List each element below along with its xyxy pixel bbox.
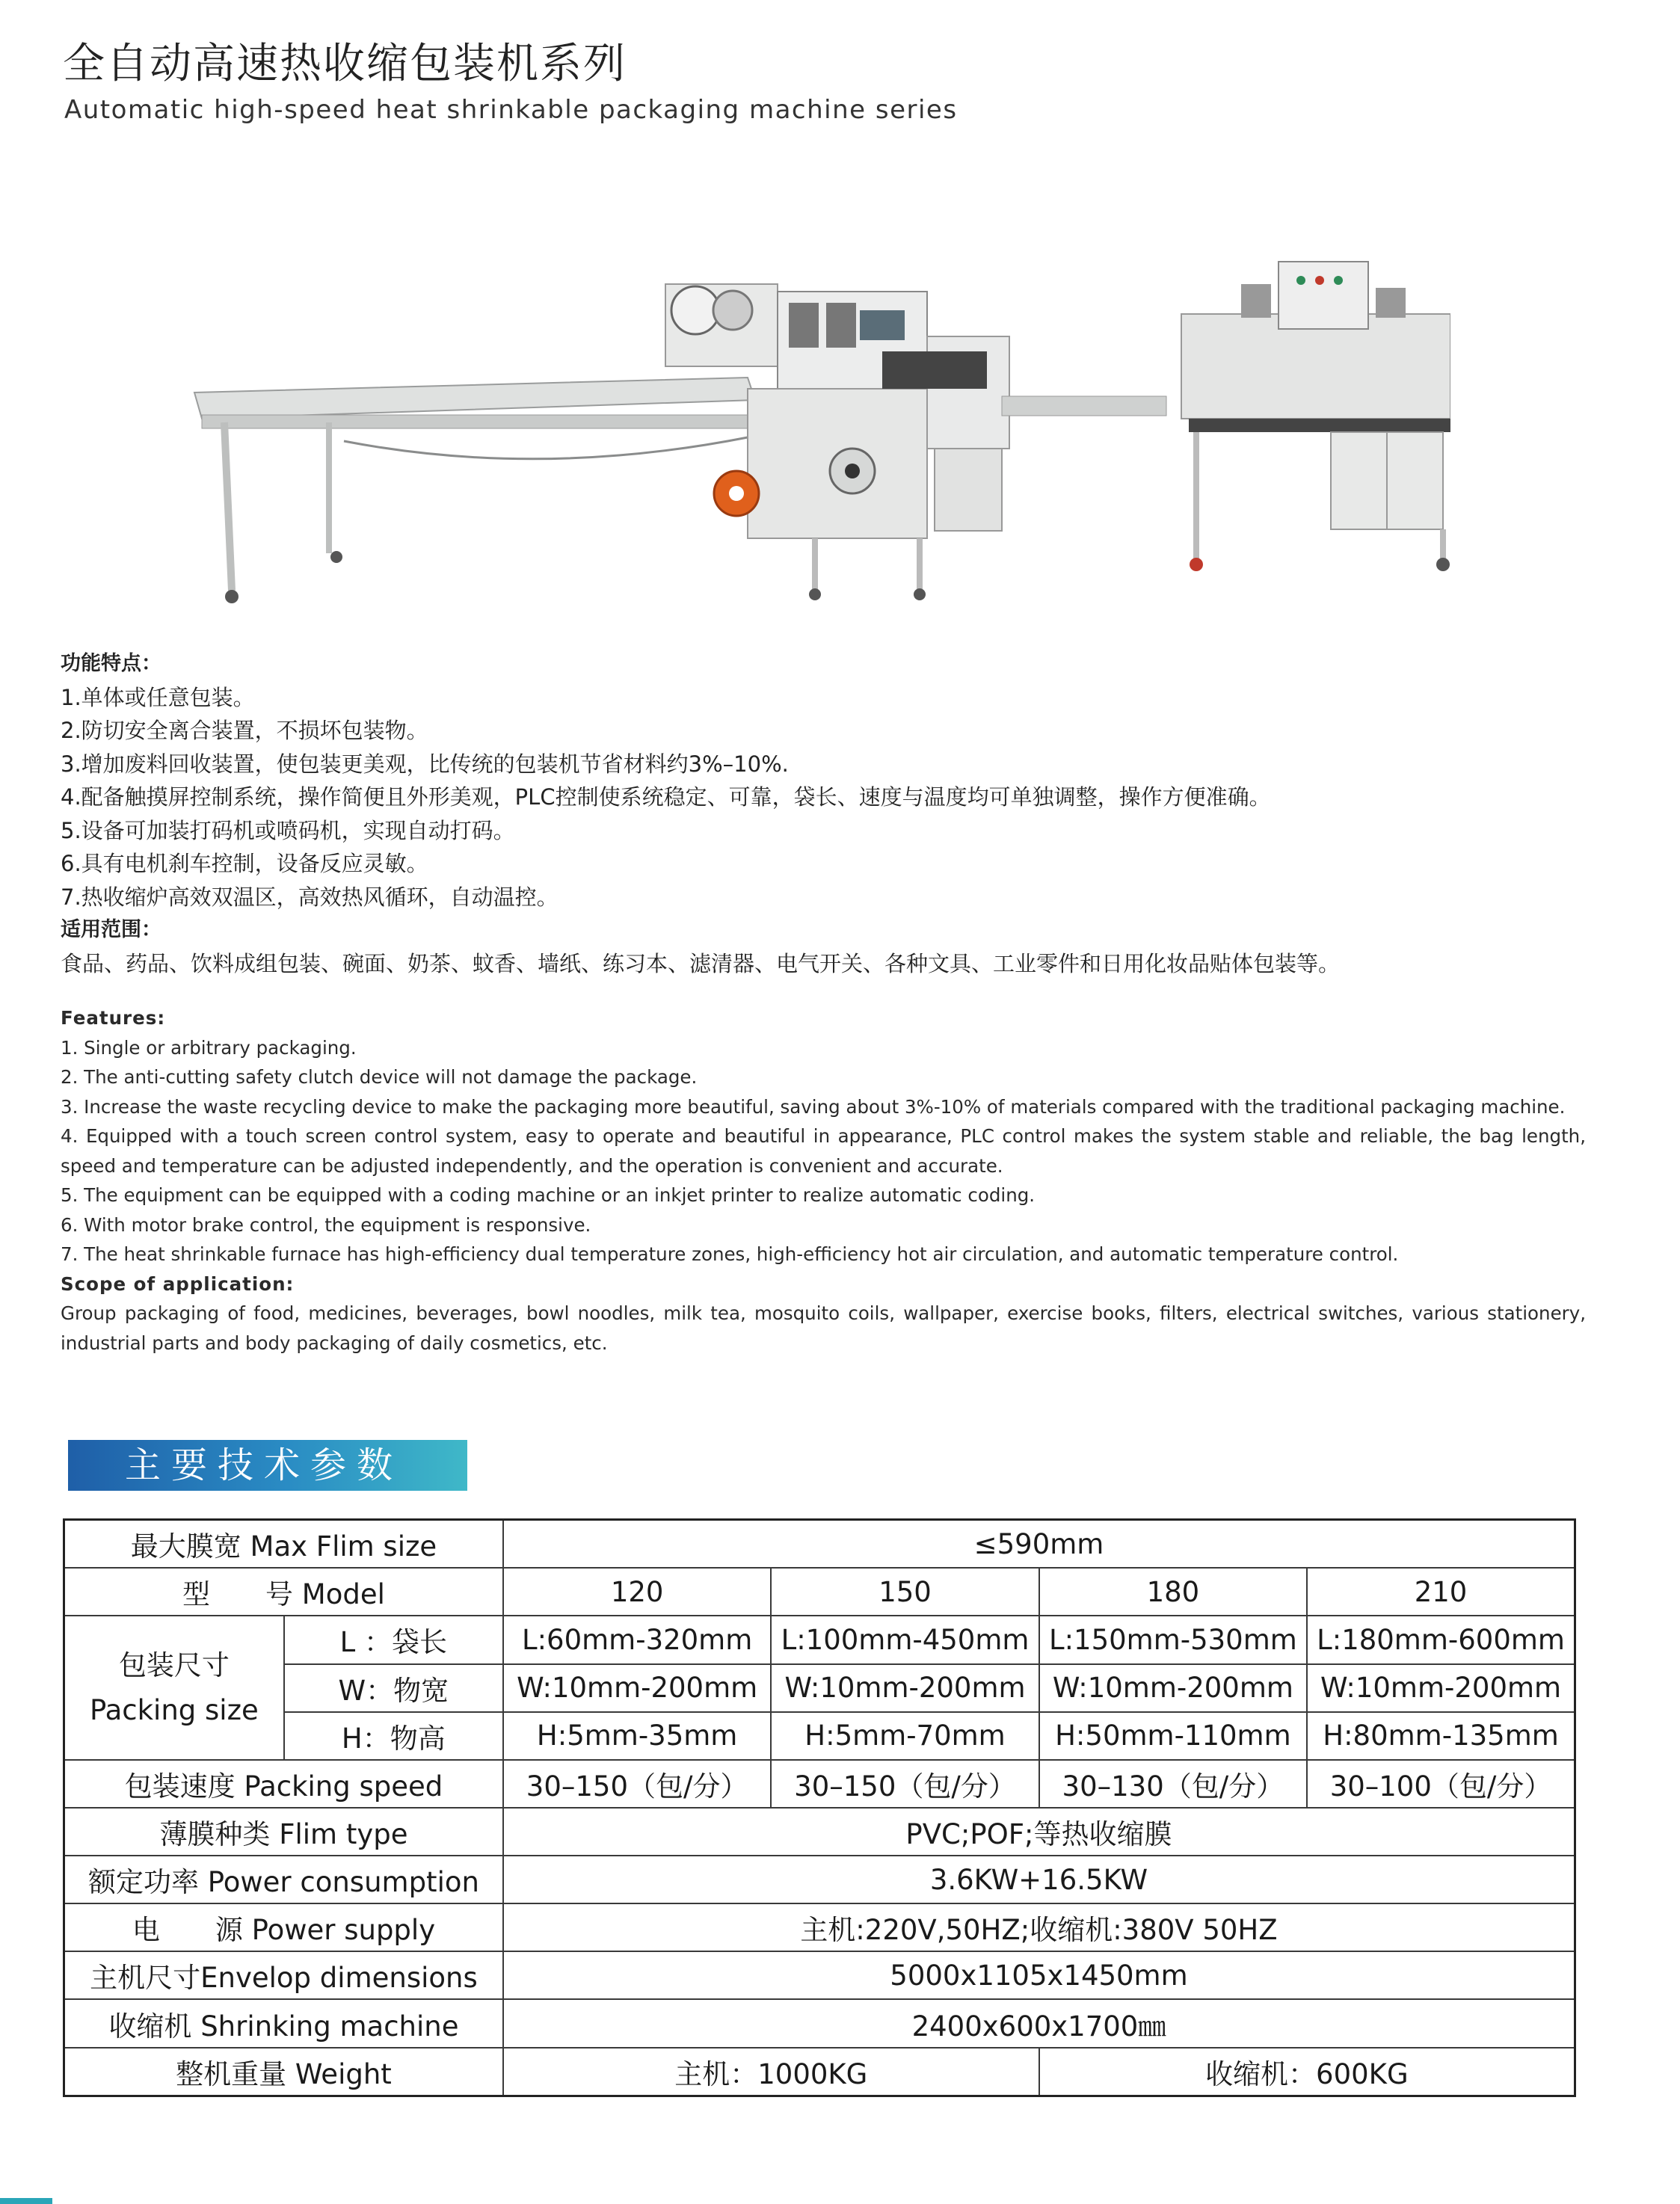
packing-size-label-en: Packing size bbox=[89, 1693, 259, 1726]
model-cell: 180 bbox=[1039, 1568, 1307, 1616]
feature-en-item: 2. The anti-cutting safety clutch device will not damage the package. bbox=[61, 1066, 698, 1088]
width-cell: W:10mm-200mm bbox=[1039, 1664, 1307, 1712]
table-row bbox=[64, 2048, 1575, 2096]
features-en-heading: Features: bbox=[61, 1007, 166, 1029]
model-label: 型 号 Model bbox=[64, 1568, 503, 1616]
dimensions-label: 主机尺寸Envelop dimensions bbox=[64, 1951, 503, 1999]
feature-en-item: 4. Equipped with a touch screen control system, easy to operate and beautiful in appearance, PLC control makes the system stable and reliable, the bag length, speed and temperature can be adjusted independently, and the operation is convenient and accurate. bbox=[61, 1125, 1586, 1177]
height-cell: H:5mm-70mm bbox=[771, 1712, 1039, 1760]
dimensions-value: 5000x1105x1450mm bbox=[503, 1951, 1575, 1999]
length-cell: L:180mm-600mm bbox=[1307, 1616, 1575, 1663]
power-value: 3.6KW+16.5KW bbox=[503, 1856, 1575, 1903]
features-cn-section bbox=[61, 647, 1586, 980]
power-label: 额定功率 Power consumption bbox=[64, 1856, 503, 1903]
height-cell: H:80mm-135mm bbox=[1307, 1712, 1575, 1760]
table-row bbox=[64, 1520, 1575, 1569]
spec-banner-title: 主要技术参数 bbox=[125, 1444, 404, 1486]
feature-cn-item: 6.具有电机刹车控制，设备反应灵敏。 bbox=[61, 851, 428, 876]
speed-label: 包装速度 Packing speed bbox=[64, 1760, 503, 1808]
table-row bbox=[64, 1999, 1575, 2047]
speed-cell: 30–150（包/分） bbox=[771, 1760, 1039, 1808]
model-cell: 120 bbox=[503, 1568, 771, 1616]
scope-en-heading: Scope of application: bbox=[61, 1272, 295, 1295]
length-cell: L:100mm-450mm bbox=[771, 1616, 1039, 1663]
height-label: H：物高 bbox=[284, 1712, 503, 1760]
feature-en-item: 1. Single or arbitrary packaging. bbox=[61, 1036, 357, 1059]
scope-cn-text: 食品、药品、饮料成组包装、碗面、奶茶、蚊香、墙纸、练习本、滤清器、电气开关、各种文具、工业零件和日用化妆品贴体包装等。 bbox=[61, 950, 1341, 976]
length-label: L ：袋长 bbox=[284, 1616, 503, 1663]
table-row bbox=[64, 1808, 1575, 1856]
page-title-en: Automatic high-speed heat shrinkable packaging machine series bbox=[64, 95, 958, 125]
weight-shrink: 收缩机：600KG bbox=[1039, 2048, 1575, 2096]
feature-cn-item: 2.防切安全离合装置，不损坏包装物。 bbox=[61, 718, 428, 743]
feature-cn-item: 4.配备触摸屏控制系统，操作简便且外形美观，PLC控制使系统稳定、可靠，袋长、速度与温度均可单独调整，操作方便准确。 bbox=[61, 784, 1271, 810]
spec-table bbox=[63, 1518, 1576, 2097]
supply-label: 电 源 Power supply bbox=[64, 1903, 503, 1951]
width-label: W：物宽 bbox=[284, 1664, 503, 1712]
table-row bbox=[64, 1568, 1575, 1616]
table-row bbox=[64, 1664, 1575, 1712]
table-row bbox=[64, 1856, 1575, 1903]
corner-accent bbox=[0, 2198, 52, 2204]
film-type-value: PVC;POF;等热收缩膜 bbox=[503, 1808, 1575, 1856]
packing-size-label-cn: 包装尺寸 bbox=[118, 1649, 230, 1681]
feature-en-item: 3. Increase the waste recycling device to make the packaging more beautiful, saving about 3%-10% of materials compared with the traditional packaging machine. bbox=[61, 1095, 1566, 1118]
table-row bbox=[64, 1760, 1575, 1808]
table-row bbox=[64, 1712, 1575, 1760]
weight-label: 整机重量 Weight bbox=[64, 2048, 503, 2096]
feature-cn-item: 5.设备可加装打码机或喷码机，实现自动打码。 bbox=[61, 817, 515, 843]
max-film-label: 最大膜宽 Max Flim size bbox=[64, 1520, 503, 1569]
film-type-label: 薄膜种类 Flim type bbox=[64, 1808, 503, 1856]
width-cell: W:10mm-200mm bbox=[503, 1664, 771, 1712]
packing-size-label bbox=[64, 1616, 284, 1759]
height-cell: H:50mm-110mm bbox=[1039, 1712, 1307, 1760]
features-en-section bbox=[61, 1003, 1586, 1358]
supply-value: 主机:220V,50HZ;收缩机:380V 50HZ bbox=[503, 1903, 1575, 1951]
shrink-value: 2400x600x1700㎜ bbox=[503, 1999, 1575, 2047]
max-film-value: ≤590mm bbox=[503, 1520, 1575, 1569]
model-cell: 210 bbox=[1307, 1568, 1575, 1616]
packaging-machine-illustration bbox=[179, 239, 1450, 613]
feature-en-item: 5. The equipment can be equipped with a coding machine or an inkjet printer to realize automatic coding. bbox=[61, 1184, 1036, 1206]
feature-cn-item: 3.增加废料回收装置，使包装更美观，比传统的包装机节省材料约3%–10%. bbox=[61, 751, 789, 777]
feature-cn-item: 1.单体或任意包装。 bbox=[61, 684, 255, 710]
feature-cn-item: 7.热收缩炉高效双温区，高效热风循环，自动温控。 bbox=[61, 884, 559, 910]
speed-cell: 30–100（包/分） bbox=[1307, 1760, 1575, 1808]
spec-banner bbox=[68, 1440, 467, 1491]
length-cell: L:150mm-530mm bbox=[1039, 1616, 1307, 1663]
features-cn-heading: 功能特点： bbox=[61, 652, 161, 675]
feature-en-item: 7. The heat shrinkable furnace has high-efficiency dual temperature zones, high-efficiency hot air circulation, and automatic temperature control. bbox=[61, 1243, 1399, 1265]
speed-cell: 30–130（包/分） bbox=[1039, 1760, 1307, 1808]
page-title-cn: 全自动高速热收缩包装机系列 bbox=[63, 40, 627, 88]
scope-en-text: Group packaging of food, medicines, beverages, bowl noodles, milk tea, mosquito coils, wallpaper, exercise books, filters, electrical switches, various stationery, industrial parts and body packaging of daily cosmetics, etc. bbox=[61, 1302, 1586, 1354]
speed-cell: 30–150（包/分） bbox=[503, 1760, 771, 1808]
model-cell: 150 bbox=[771, 1568, 1039, 1616]
length-cell: L:60mm-320mm bbox=[503, 1616, 771, 1663]
table-row bbox=[64, 1616, 1575, 1663]
scope-cn-heading: 适用范围： bbox=[61, 918, 161, 941]
weight-main: 主机：1000KG bbox=[503, 2048, 1039, 2096]
feature-en-item: 6. With motor brake control, the equipment is responsive. bbox=[61, 1213, 591, 1236]
shrink-label: 收缩机 Shrinking machine bbox=[64, 1999, 503, 2047]
width-cell: W:10mm-200mm bbox=[1307, 1664, 1575, 1712]
width-cell: W:10mm-200mm bbox=[771, 1664, 1039, 1712]
table-row bbox=[64, 1951, 1575, 1999]
height-cell: H:5mm-35mm bbox=[503, 1712, 771, 1760]
table-row bbox=[64, 1903, 1575, 1951]
